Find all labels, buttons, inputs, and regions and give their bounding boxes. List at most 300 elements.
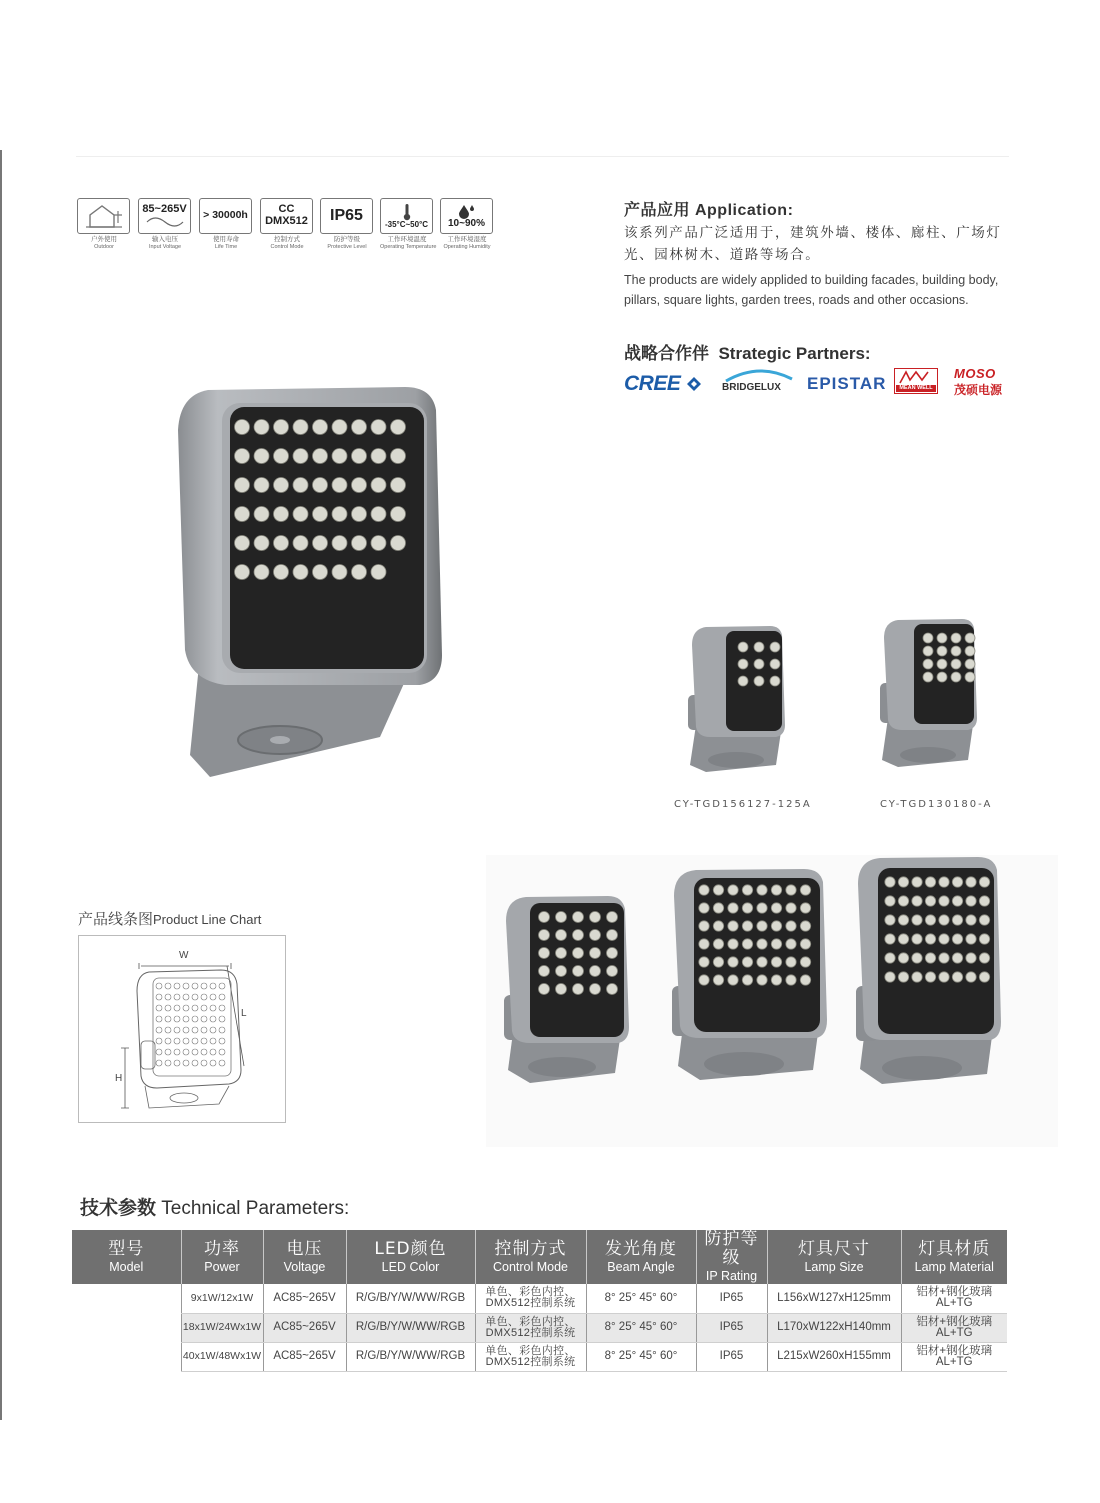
led-icon	[607, 912, 618, 923]
led-icon	[952, 934, 962, 944]
led-icon	[352, 420, 367, 435]
led-icon	[699, 903, 709, 913]
cell-lamp-material	[901, 1342, 1007, 1371]
led-icon	[757, 885, 767, 895]
header-model	[72, 1230, 181, 1284]
led-icon	[235, 507, 250, 522]
led-icon	[786, 921, 796, 931]
led-icon	[728, 939, 738, 949]
page-left-rule	[0, 150, 2, 1420]
cell-control-mode-line2: DMX512控制系统	[485, 1297, 576, 1310]
led-icon	[607, 984, 618, 995]
led-icon	[539, 948, 550, 959]
led-icon	[235, 565, 250, 580]
led-icon	[742, 885, 752, 895]
led-icon	[713, 885, 723, 895]
spec-label-cn: 工作环境温度	[387, 236, 427, 243]
led-icon	[939, 934, 949, 944]
spec-label-cn: 户外使用	[91, 236, 117, 243]
moso-logo-cn: 茂硕电源	[954, 383, 1003, 397]
cell-lamp-size: L170xW122xH140mm	[767, 1313, 901, 1342]
led-outline-icon	[210, 1027, 216, 1033]
led-icon	[800, 957, 810, 967]
led-icon	[293, 420, 308, 435]
header-en: Lamp Material	[914, 1259, 994, 1274]
led-icon	[391, 449, 406, 464]
led-outline-icon	[210, 1060, 216, 1066]
led-icon	[607, 948, 618, 959]
spec-icons-row	[77, 198, 497, 258]
spec-temperature	[380, 198, 437, 250]
header-en: Lamp Size	[804, 1259, 864, 1274]
led-icon	[254, 449, 269, 464]
spec-humidity	[440, 198, 494, 250]
spec-value: CC	[278, 203, 295, 216]
led-outline-icon	[210, 1016, 216, 1022]
cell-control-mode-line1: 单色、彩色内控、	[485, 1344, 576, 1357]
spec-label-en: Operating Temperature	[380, 243, 437, 250]
led-icon	[573, 948, 584, 959]
led-outline-icon	[210, 994, 216, 1000]
led-outline-icon	[165, 994, 171, 1000]
led-outline-icon	[219, 1005, 225, 1011]
led-icon	[352, 565, 367, 580]
led-icon	[738, 659, 748, 669]
led-outline-icon	[174, 1005, 180, 1011]
tech-params-title-cn: 技术参数	[80, 1198, 157, 1219]
led-outline-icon	[192, 994, 198, 1000]
header-cn: 电压	[286, 1238, 323, 1259]
led-outline-icon	[174, 1060, 180, 1066]
led-icon	[885, 934, 895, 944]
led-icon	[923, 646, 933, 656]
header-cn: 防护等级	[704, 1229, 759, 1268]
led-icon	[912, 896, 922, 906]
spec-label-cn: 工作环境湿度	[447, 236, 487, 243]
led-icon	[254, 507, 269, 522]
spec-label-en: Control Mode	[270, 243, 304, 250]
application-text-cn: 该系列产品广泛适用于，建筑外墙、楼体、廊柱、广场灯光、园林树木、道路等场合。	[624, 225, 1002, 263]
led-outline-icon	[165, 1005, 171, 1011]
application-title-en: Application:	[694, 202, 794, 219]
led-icon	[786, 903, 796, 913]
led-icon	[800, 939, 810, 949]
led-outline-icon	[201, 994, 207, 1000]
led-icon	[912, 877, 922, 887]
cell-voltage: AC85~265V	[263, 1313, 346, 1342]
led-icon	[966, 953, 976, 963]
led-icon	[925, 934, 935, 944]
led-icon	[965, 659, 975, 669]
led-icon	[885, 896, 895, 906]
led-icon	[885, 972, 895, 982]
led-icon	[786, 939, 796, 949]
led-icon	[979, 953, 989, 963]
led-outline-icon	[183, 1005, 189, 1011]
cell-power: 9x1W/12x1W	[181, 1284, 263, 1313]
spec-value: -35°C~50°C	[384, 219, 429, 229]
led-icon	[352, 536, 367, 551]
led-icon	[952, 877, 962, 887]
cell-control-mode	[475, 1284, 586, 1313]
cell-material-line1: 铝材+钢化玻璃	[916, 1286, 993, 1299]
led-icon	[313, 565, 328, 580]
led-icon	[923, 659, 933, 669]
header-cn: 功率	[204, 1238, 240, 1259]
led-outline-icon	[210, 1005, 216, 1011]
header-cn: 灯具材质	[918, 1238, 991, 1259]
spec-label-cn: 使用寿命	[213, 236, 239, 243]
led-icon	[332, 449, 347, 464]
partners-title-cn: 战略合作伴	[624, 344, 709, 363]
led-icon	[254, 536, 269, 551]
led-icon	[371, 507, 386, 522]
cell-material-line1: 铝材+钢化玻璃	[916, 1315, 993, 1328]
led-icon	[757, 975, 767, 985]
led-icon	[556, 912, 567, 923]
led-outline-icon	[201, 1027, 207, 1033]
partners-title	[624, 339, 871, 364]
led-outline-icon	[165, 1060, 171, 1066]
led-icon	[979, 896, 989, 906]
led-outline-icon	[156, 1027, 162, 1033]
led-icon	[952, 896, 962, 906]
led-outline-icon	[210, 1049, 216, 1055]
led-icon	[274, 478, 289, 493]
cell-material-line1: 铝材+钢化玻璃	[916, 1344, 993, 1357]
led-outline-icon	[156, 994, 162, 1000]
led-icon	[556, 948, 567, 959]
led-icon	[800, 921, 810, 931]
cell-beam-angle: 8° 25° 45° 60°	[586, 1313, 696, 1342]
cree-logo	[624, 372, 702, 396]
spec-label-en: Life Time	[214, 243, 238, 250]
led-outline-icon	[156, 1060, 162, 1066]
outdoor-house-icon	[77, 198, 130, 234]
led-icon	[274, 507, 289, 522]
led-icon	[742, 957, 752, 967]
header-en: LED Color	[381, 1259, 440, 1274]
bridgelux-logo-text: BRIDGELUX	[722, 382, 781, 393]
led-icon	[771, 957, 781, 967]
led-icon	[771, 921, 781, 931]
led-icon	[800, 975, 810, 985]
led-outline-icon	[174, 983, 180, 989]
led-icon	[898, 934, 908, 944]
cell-lamp-material	[901, 1284, 1007, 1313]
led-icon	[800, 903, 810, 913]
led-outline-icon	[183, 1049, 189, 1055]
led-icon	[573, 912, 584, 923]
led-outline-icon	[219, 1027, 225, 1033]
led-outline-icon	[174, 1049, 180, 1055]
cell-model	[72, 1313, 181, 1342]
header-power	[181, 1230, 263, 1284]
led-outline-icon	[201, 983, 207, 989]
header-cn: 灯具尺寸	[798, 1238, 870, 1259]
header-cn: 发光角度	[605, 1238, 677, 1259]
led-icon	[556, 966, 567, 977]
control-badge	[260, 198, 313, 234]
led-outline-icon	[192, 1005, 198, 1011]
cell-material-line2: AL+TG	[935, 1326, 973, 1339]
led-icon	[539, 966, 550, 977]
led-icon	[728, 975, 738, 985]
led-icon	[293, 536, 308, 551]
led-icon	[539, 930, 550, 941]
led-icon	[898, 915, 908, 925]
led-outline-icon	[183, 1038, 189, 1044]
cell-led-color: R/G/B/Y/W/WW/RGB	[346, 1313, 475, 1342]
spec-value-2: DMX512	[265, 215, 308, 227]
led-icon	[898, 972, 908, 982]
led-outline-icon	[210, 983, 216, 989]
led-icon	[699, 921, 709, 931]
led-icon	[771, 975, 781, 985]
led-outline-icon	[201, 1005, 207, 1011]
cell-lamp-size: L215xW260xH155mm	[767, 1342, 901, 1371]
led-icon	[391, 478, 406, 493]
led-icon	[699, 885, 709, 895]
spec-value: IP65	[330, 206, 363, 224]
spec-value: 85~265V	[142, 203, 187, 216]
led-icon	[293, 478, 308, 493]
spec-voltage	[138, 198, 192, 250]
led-icon	[332, 536, 347, 551]
led-icon	[923, 633, 933, 643]
spec-value: > 30000h	[203, 209, 248, 222]
led-outline-icon	[183, 994, 189, 1000]
led-icon	[898, 896, 908, 906]
led-icon	[235, 478, 250, 493]
led-icon	[254, 420, 269, 435]
led-icon	[885, 953, 895, 963]
led-outline-icon	[174, 1016, 180, 1022]
header-led-color	[346, 1230, 475, 1284]
led-icon	[757, 921, 767, 931]
spec-control	[260, 198, 314, 250]
cell-lamp-material	[901, 1313, 1007, 1342]
led-icon	[293, 507, 308, 522]
application-title-cn: 产品应用	[624, 202, 691, 219]
tech-params-title	[80, 1193, 349, 1220]
led-icon	[742, 903, 752, 913]
led-outline-icon	[156, 1049, 162, 1055]
top-divider	[76, 156, 1009, 157]
header-lamp-size	[767, 1230, 901, 1284]
spec-ip	[320, 198, 374, 250]
water-drop-icon	[456, 203, 478, 219]
led-icon	[800, 885, 810, 895]
table-row	[72, 1313, 1007, 1342]
led-icon	[742, 975, 752, 985]
header-en: Voltage	[283, 1259, 326, 1274]
led-icon	[966, 915, 976, 925]
led-icon	[590, 984, 601, 995]
led-icon	[771, 939, 781, 949]
cell-control-mode-line1: 单色、彩色内控、	[485, 1286, 576, 1299]
cell-model	[72, 1342, 181, 1371]
led-icon	[754, 642, 764, 652]
led-icon	[728, 957, 738, 967]
led-icon	[607, 930, 618, 941]
led-icon	[979, 915, 989, 925]
application-text-en: The products are widely applided to building facades, building body, pillars, square lights, garden trees, roads and other occasions.	[624, 273, 999, 307]
led-icon	[713, 957, 723, 967]
led-outline-icon	[156, 1016, 162, 1022]
led-outline-icon	[156, 1038, 162, 1044]
led-icon	[937, 633, 947, 643]
led-icon	[912, 953, 922, 963]
led-icon	[757, 939, 767, 949]
led-icon	[313, 536, 328, 551]
led-icon	[951, 633, 961, 643]
led-icon	[699, 975, 709, 985]
led-icon	[937, 646, 947, 656]
table-header-row	[72, 1230, 1007, 1284]
led-outline-icon	[192, 1038, 198, 1044]
led-icon	[939, 972, 949, 982]
cell-beam-angle: 8° 25° 45° 60°	[586, 1284, 696, 1313]
led-outline-icon	[165, 1016, 171, 1022]
led-outline-icon	[165, 983, 171, 989]
cell-control-mode-line2: DMX512控制系统	[485, 1326, 576, 1339]
lifetime-badge	[199, 198, 252, 234]
led-outline-icon	[192, 1027, 198, 1033]
led-icon	[786, 957, 796, 967]
led-outline-icon	[174, 1038, 180, 1044]
product-image-bottom-3	[852, 856, 1002, 1086]
cell-control-mode	[475, 1342, 586, 1371]
led-icon	[925, 896, 935, 906]
line-chart-box	[78, 935, 286, 1123]
led-outline-icon	[174, 1027, 180, 1033]
led-outline-icon	[192, 983, 198, 989]
voltage-wave-icon	[145, 216, 185, 228]
led-outline-icon	[192, 1060, 198, 1066]
meanwell-mark-icon	[896, 370, 936, 384]
led-icon	[254, 565, 269, 580]
led-outline-icon	[165, 1049, 171, 1055]
led-icon	[939, 877, 949, 887]
spec-outdoor	[77, 198, 131, 250]
led-icon	[607, 966, 618, 977]
spec-label-cn: 输入电压	[152, 236, 178, 243]
led-icon	[937, 659, 947, 669]
led-icon	[952, 915, 962, 925]
header-lamp-material	[901, 1230, 1007, 1284]
led-outline-icon	[201, 1016, 207, 1022]
cell-power: 40x1W/48Wx1W	[181, 1342, 263, 1371]
led-icon	[925, 972, 935, 982]
header-ip-rating	[696, 1230, 767, 1284]
led-icon	[235, 536, 250, 551]
led-icon	[235, 420, 250, 435]
partner-logos	[624, 368, 1024, 402]
led-icon	[371, 420, 386, 435]
humidity-badge	[440, 198, 493, 234]
led-icon	[293, 565, 308, 580]
led-icon	[728, 921, 738, 931]
led-icon	[952, 972, 962, 982]
led-outline-icon	[165, 1038, 171, 1044]
tech-params-title-en: Technical Parameters:	[161, 1198, 350, 1219]
line-chart-title-en: Product Line Chart	[153, 912, 262, 927]
led-outline-icon	[183, 1027, 189, 1033]
cell-control-mode-line2: DMX512控制系统	[485, 1355, 576, 1368]
application-title	[624, 197, 793, 220]
led-outline-icon	[156, 983, 162, 989]
moso-logo	[954, 366, 1002, 398]
led-icon	[699, 957, 709, 967]
led-icon	[771, 885, 781, 895]
led-icon	[371, 478, 386, 493]
led-icon	[939, 896, 949, 906]
led-icon	[590, 930, 601, 941]
led-icon	[966, 896, 976, 906]
cell-beam-angle: 8° 25° 45° 60°	[586, 1342, 696, 1371]
led-icon	[235, 449, 250, 464]
voltage-badge	[138, 198, 191, 234]
led-icon	[274, 420, 289, 435]
led-icon	[332, 507, 347, 522]
header-cn: LED颜色	[374, 1238, 447, 1259]
led-icon	[274, 565, 289, 580]
led-icon	[713, 903, 723, 913]
header-cn: 型号	[108, 1238, 145, 1259]
led-icon	[713, 939, 723, 949]
led-icon	[885, 877, 895, 887]
meanwell-logo	[894, 368, 938, 394]
led-icon	[332, 478, 347, 493]
cell-led-color: R/G/B/Y/W/WW/RGB	[346, 1342, 475, 1371]
table-row	[72, 1342, 1007, 1371]
led-icon	[939, 953, 949, 963]
led-outline-icon	[219, 1060, 225, 1066]
led-icon	[713, 975, 723, 985]
led-icon	[573, 930, 584, 941]
product-image-small-2	[878, 618, 978, 768]
led-icon	[391, 420, 406, 435]
led-icon	[556, 930, 567, 941]
led-icon	[979, 972, 989, 982]
led-icon	[925, 953, 935, 963]
led-icon	[573, 966, 584, 977]
cell-control-mode	[475, 1313, 586, 1342]
main-product-image	[170, 385, 445, 785]
led-icon	[590, 948, 601, 959]
led-icon	[728, 903, 738, 913]
cell-ip-rating: IP65	[696, 1313, 767, 1342]
cell-voltage: AC85~265V	[263, 1342, 346, 1371]
led-icon	[951, 646, 961, 656]
caption-small-1: CY-TGD156127-125A	[674, 799, 812, 810]
led-icon	[939, 915, 949, 925]
tech-params-table	[72, 1230, 1007, 1372]
spec-label-en: Protective Level	[327, 243, 367, 250]
led-icon	[293, 449, 308, 464]
led-icon	[539, 912, 550, 923]
led-icon	[313, 507, 328, 522]
led-icon	[754, 659, 764, 669]
line-drawing	[79, 936, 285, 1122]
led-outline-icon	[219, 1038, 225, 1044]
led-icon	[699, 939, 709, 949]
line-chart-h-label: H	[115, 1073, 123, 1084]
caption-small-2: CY-TGD130180-A	[880, 799, 993, 810]
led-icon	[923, 672, 933, 682]
led-icon	[885, 915, 895, 925]
